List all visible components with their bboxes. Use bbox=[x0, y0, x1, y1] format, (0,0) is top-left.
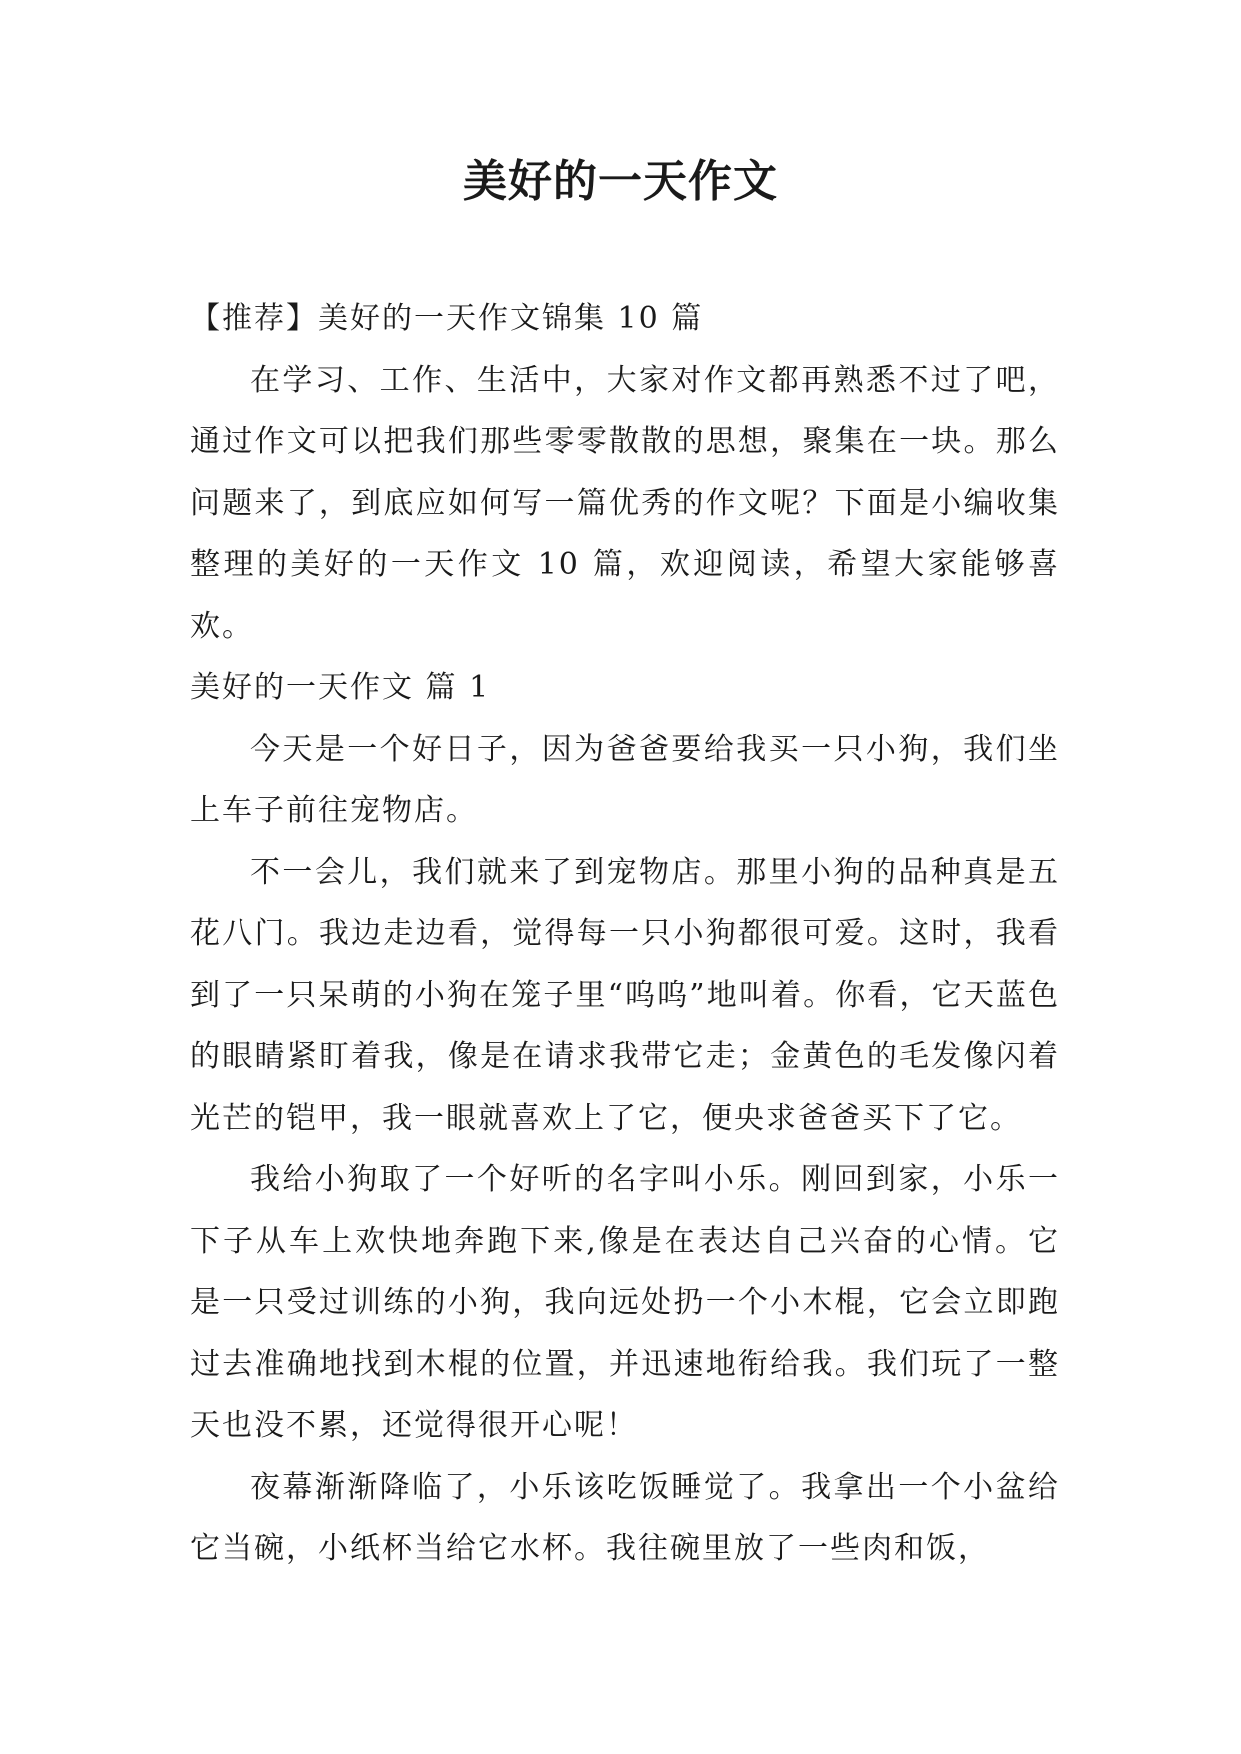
intro-paragraph: 在学习、工作、生活中，大家对作文都再熟悉不过了吧，通过作文可以把我们那些零零散散的思想，聚集在一块。那么问题来了，到底应如何写一篇优秀的作文呢？下面是小编收集整理的美好的一天作文 10 篇，欢迎阅读，希望大家能够喜欢。 bbox=[190, 362, 1060, 644]
document-body bbox=[190, 288, 1060, 1580]
body-paragraph: 不一会儿，我们就来了到宠物店。那里小狗的品种真是五花八门。我边走边看，觉得每一只小狗都很可爱。这时，我看到了一只呆萌的小狗在笼子里“呜呜”地叫着。你看，它天蓝色的眼睛紧盯着我，像是在请求我带它走；金黄色的毛发像闪着光芒的铠甲，我一眼就喜欢上了它，便央求爸爸买下了它。 bbox=[190, 854, 1060, 1136]
document-title: 美好的一天作文 bbox=[463, 156, 778, 207]
body-paragraph: 夜幕渐渐降临了，小乐该吃饭睡觉了。我拿出一个小盆给它当碗，小纸杯当给它水杯。我往碗里放了一些肉和饭， bbox=[190, 1469, 1060, 1566]
section-heading: 美好的一天作文 篇 1 bbox=[190, 670, 491, 705]
body-paragraph: 今天是一个好日子，因为爸爸要给我买一只小狗，我们坐上车子前往宠物店。 bbox=[190, 731, 1060, 828]
document-subtitle: 【推荐】美好的一天作文锦集 10 篇 bbox=[190, 301, 704, 336]
body-paragraph: 我给小狗取了一个好听的名字叫小乐。刚回到家，小乐一下子从车上欢快地奔跑下来,像是在表达自己兴奋的心情。它是一只受过训练的小狗，我向远处扔一个小木棍，它会立即跑过去准确地找到木棍的位置，并迅速地衔给我。我们玩了一整天也没不累，还觉得很开心呢！ bbox=[190, 1162, 1060, 1443]
